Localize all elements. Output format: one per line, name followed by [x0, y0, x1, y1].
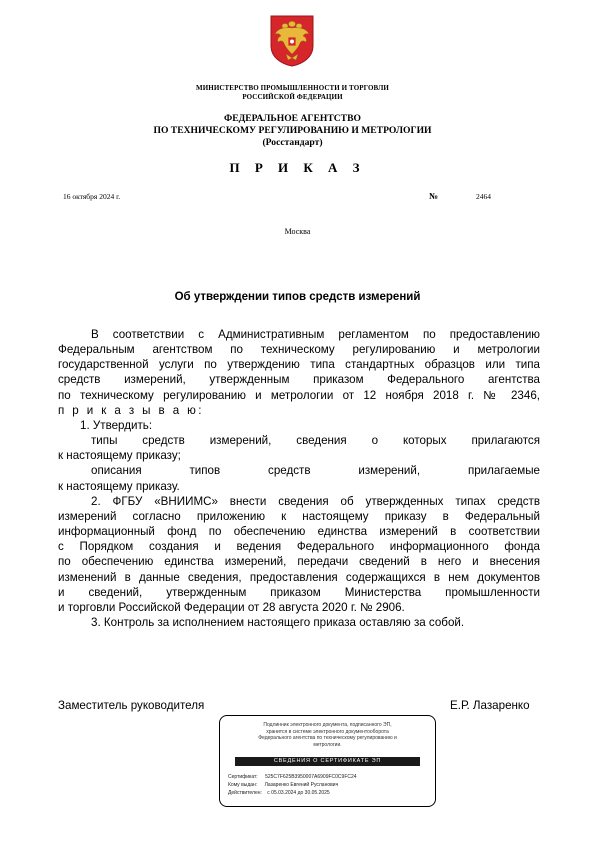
paragraph-line: В соответствии с Административным регламентом по предоставлению: [91, 328, 540, 341]
paragraph-line: Федеральным агентством по техническому регулированию и метрологии: [58, 343, 540, 357]
order-date: 16 октября 2024 г.: [63, 192, 121, 201]
stamp-certificate-header: СВЕДЕНИЯ О СЕРТИФИКАТЕ ЭП: [235, 757, 420, 766]
item-3: 3. Контроль за исполнением настоящего приказа оставляю за собой.: [91, 615, 465, 629]
paragraph-line: и сведений, утвержденным приказом Министерства промышленности: [58, 585, 540, 599]
stamp-notice-line: хранится в системе электронного документооборота: [266, 728, 389, 735]
paragraph-line: по обеспечению единства измерений, передачи сведений в него и внесения: [58, 555, 540, 569]
paragraph-line: 2. ФГБУ «ВНИИМС» внести сведения об утвержденных типах средств: [91, 494, 540, 508]
agency-line-3: (Росстандарт): [262, 137, 323, 148]
number-sign: №: [429, 191, 439, 201]
signatory-role: Заместитель руководителя: [58, 699, 205, 712]
item-1a-line-2: к настоящему приказу;: [58, 449, 181, 463]
stamp-owner-value: Лазаренко Евгений Русланович: [264, 782, 339, 788]
stamp-owner-row: [228, 782, 338, 788]
agency-line-1: ФЕДЕРАЛЬНОЕ АГЕНТСТВО: [224, 113, 361, 124]
prikazyvayu-text: п р и к а з ы в а ю:: [58, 403, 204, 417]
ministry-line-1: МИНИСТЕРСТВО ПРОМЫШЛЕННОСТИ И ТОРГОВЛИ: [196, 84, 389, 92]
item-1b-line-2: к настоящему приказу.: [58, 479, 180, 493]
stamp-owner-label: Кому выдан:: [228, 782, 258, 788]
paragraph-line: средств измерений, утвержденным приказом Федерального агентства: [58, 373, 540, 387]
paragraph-line: и торговли Российской Федерации от 28 августа 2020 г. № 2906.: [58, 600, 405, 614]
stamp-validity-row: [228, 790, 330, 796]
paragraph-line: с Порядком создания и ведения Федерального информационного фонда: [58, 540, 540, 554]
stamp-valid-value: с 05.03.2024 до 30.05.2025: [267, 790, 330, 796]
agency-name: [100, 113, 485, 149]
paragraph-line: государственной услуги по утверждению типа стандартных образцов или типа: [58, 358, 540, 372]
stamp-notice-line: метрологии.: [313, 741, 342, 748]
paragraph-line: измерений согласно приложению к настоящему приказу в Федеральный: [58, 509, 540, 523]
order-city: Москва: [284, 227, 311, 236]
order-title: П Р И К А З: [229, 160, 366, 175]
paragraph-line: по техническому регулированию и метрологии от 12 ноября 2018 г. № 2346,: [58, 388, 540, 402]
stamp-certificate-row: [228, 774, 357, 780]
stamp-notice-line: Подлинник электронного документа, подписанного ЭП,: [263, 722, 392, 728]
order-number: 2464: [476, 192, 491, 201]
item-1b-line-1: описания типов средств измерений, прилагаемые: [91, 464, 540, 478]
electronic-signature-stamp: [219, 715, 436, 807]
stamp-cert-label: Сертификат:: [228, 774, 258, 780]
item-1: 1. Утвердить:: [80, 418, 153, 432]
paragraph-line: изменений в данные сведения, предоставления содержащихся в нем документов: [58, 570, 540, 584]
stamp-valid-label: Действителен:: [228, 790, 262, 796]
stamp-notice: [228, 722, 427, 748]
agency-line-2: ПО ТЕХНИЧЕСКОМУ РЕГУЛИРОВАНИЮ И МЕТРОЛОГИИ: [153, 125, 432, 136]
order-subject: Об утверждении типов средств измерений: [174, 291, 421, 303]
stamp-notice-line: Федерального агентства по техническому регулированию и: [258, 735, 397, 742]
stamp-cert-value: 525C7F625B3950007A6909FC0C9FC24: [265, 774, 357, 780]
paragraph-line: информационный фонд по обеспечению единства измерений в соответствии: [58, 525, 540, 539]
coat-of-arms-emblem: [268, 12, 316, 68]
ministry-line-2: РОССИЙСКОЙ ФЕДЕРАЦИИ: [242, 93, 343, 101]
item-1a-line-1: типы средств измерений, сведения о которых прилагаются: [91, 434, 540, 448]
ministry-name: [150, 84, 435, 102]
order-body: [58, 327, 540, 630]
signatory-name: Е.Р. Лазаренко: [450, 699, 530, 712]
